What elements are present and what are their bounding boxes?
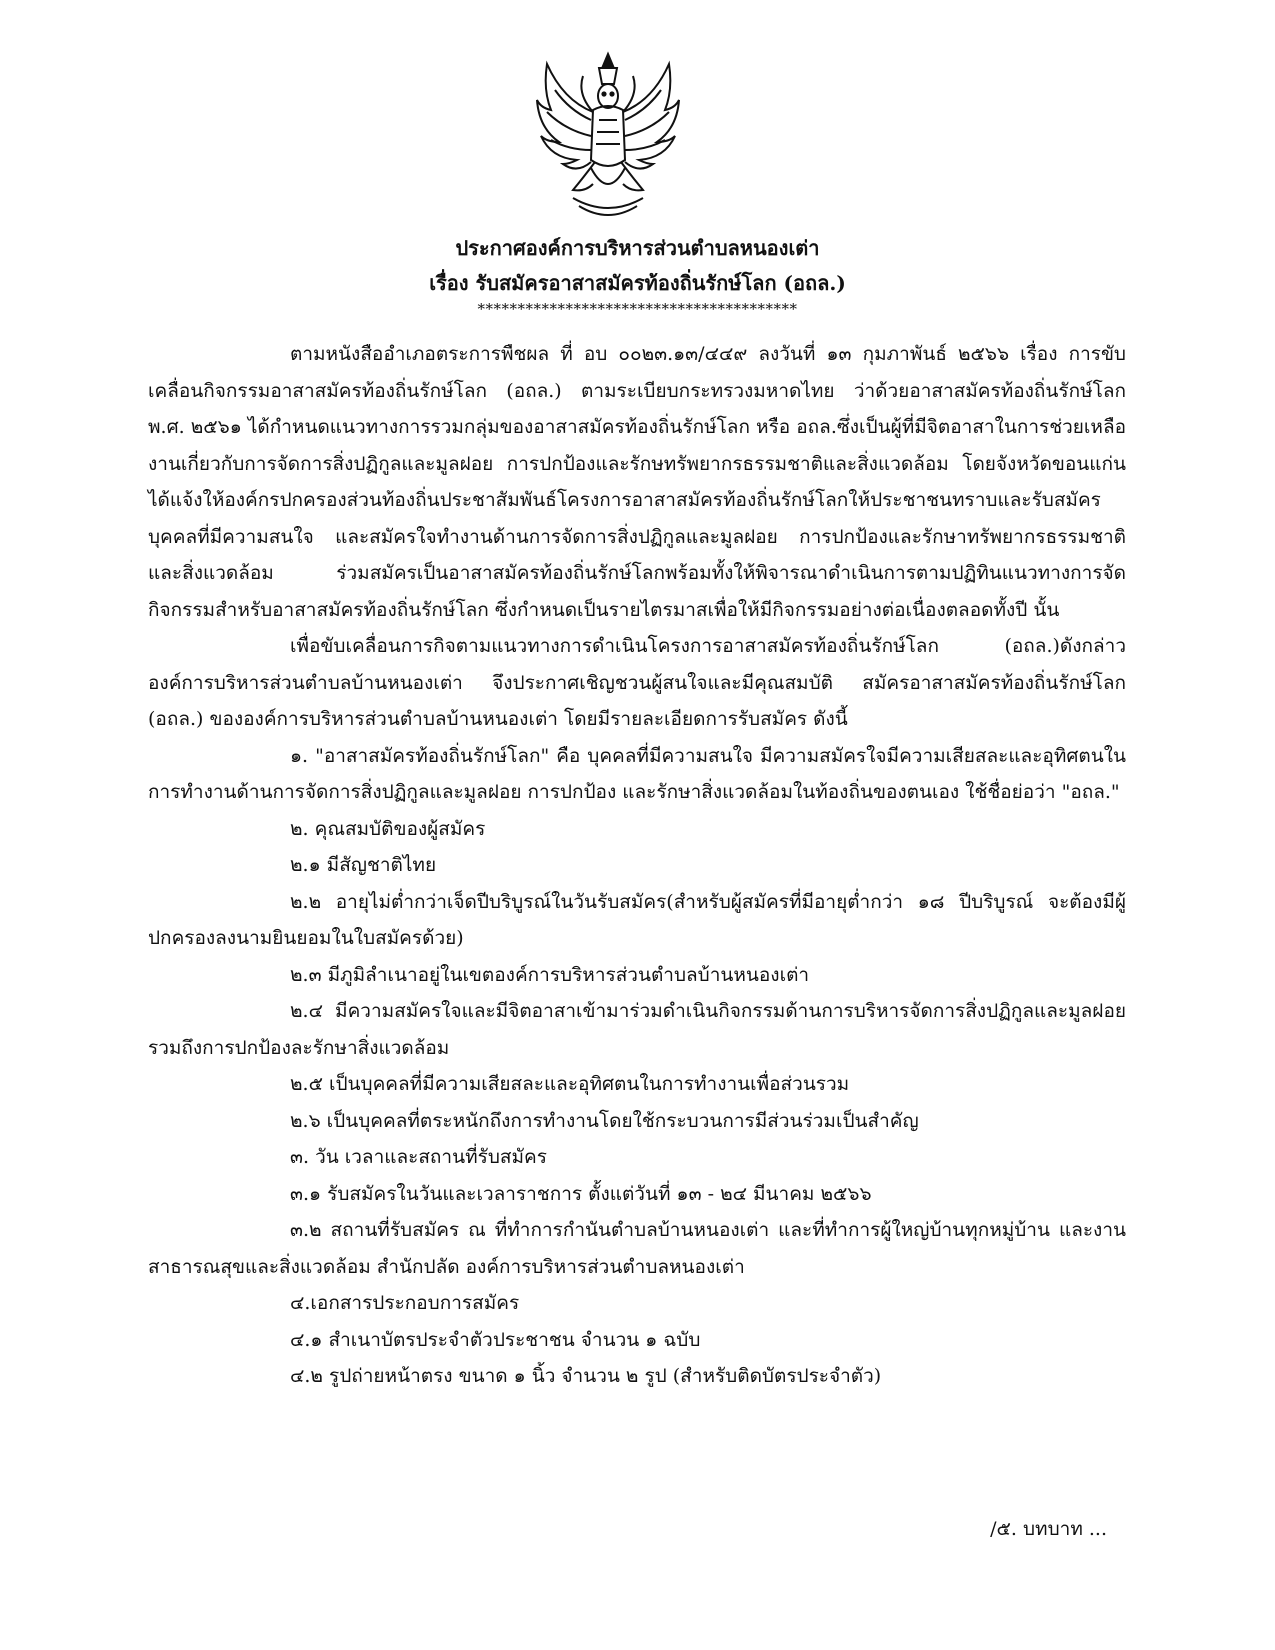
section-heading-schedule: ๓. วัน เวลาและสถานที่รับสมัคร bbox=[290, 1146, 547, 1168]
list-item: ๔.๑ สำเนาบัตรประจำตัวประชาชน จำนวน ๑ ฉบับ bbox=[290, 1328, 701, 1351]
list-item: ๓.๒ สถานที่รับสมัคร ณ ที่ทำการกำนันตำบลบ้านหนองเต่า และที่ทำการผู้ใหญ่บ้านทุกหมู่บ้าน และงานสาธารณสุขและสิ่งแวดล้อม สำนักปลัด องค์การบริหารส่วนตำบลหนองเต่า bbox=[148, 1219, 1126, 1278]
list-item: ๓.๑ รับสมัครในวันและเวลาราชการ ตั้งแต่วันที่ ๑๓ - ๒๔ มีนาคม ๒๕๖๖ bbox=[290, 1182, 872, 1205]
continuation-note: /๕. บทบาท ... bbox=[990, 1518, 1107, 1540]
document-body bbox=[148, 336, 1126, 1395]
paragraph-purpose: เพื่อขับเคลื่อนการกิจตามแนวทางการดำเนินโครงการอาสาสมัครท้องถิ่นรักษ์โลก (อถล.)ดังกล่าว องค์การบริหารส่วนตำบลบ้านหนองเต่า จึงประกาศเชิญชวนผู้สนใจและมีคุณสมบัติ สมัครอาสาสมัครท้องถิ่นรักษ์โลก (อถล.) ขององค์การบริหารส่วนตำบลบ้านหนองเต่า โดยมีรายละเอียดการรับสมัคร ดังนี้ bbox=[148, 635, 1126, 730]
paragraph-definition: ๑. "อาสาสมัครท้องถิ่นรักษ์โลก" คือ บุคคลที่มีความสนใจ มีความสมัครใจมีความเสียสละและอุทิศตนในการทำงานด้านการจัดการสิ่งปฏิกูลและมูลฝอย การปกป้อง และรักษาสิ่งแวดล้อมในท้องถิ่นของตนเอง ใช้ชื่อย่อว่า "อถล." bbox=[148, 744, 1126, 803]
list-item: ๒.๑ มีสัญชาติไทย bbox=[290, 854, 437, 876]
list-item: ๔.๒ รูปถ่ายหน้าตรง ขนาด ๑ นิ้ว จำนวน ๒ รูป (สำหรับติดบัตรประจำตัว) bbox=[290, 1365, 882, 1387]
garuda-emblem-icon bbox=[533, 50, 683, 225]
paragraph-intro: ตามหนังสืออำเภอตระการพืชผล ที่ อบ ๐๐๒๓.๑๓/๔๔๙ ลงวันที่ ๑๓ กุมภาพันธ์ ๒๕๖๖ เรื่อง การขับเคลื่อนกิจกรรมอาสาสมัครท้องถิ่นรักษ์โลก (อถล.) ตามระเบียบกระทรวงมหาดไทย ว่าด้วยอาสาสมัครท้องถิ่นรักษ์โลก พ.ศ. ๒๕๖๑ ได้กำหนดแนวทางการรวมกลุ่มของอาสาสมัครท้องถิ่นรักษ์โลก หรือ อถล.ซึ่งเป็นผู้ที่มีจิตอาสาในการช่วยเหลืองานเกี่ยวกับการจัดการสิ่งปฏิกูลและมูลฝอย การปกป้องและรักษทรัพยากรธรรมชาติและสิ่งแวดล้อม โดยจังหวัดขอนแก่น ได้แจ้งให้องค์กรปกครองส่วนท้องถิ่นประชาสัมพันธ์โครงการอาสาสมัครท้องถิ่นรักษ์โลกให้ประชาชนทราบและรับสมัครบุคคลที่มีความสนใจ และสมัครใจทำงานด้านการจัดการสิ่งปฏิกูลและมูลฝอย การปกป้องและรักษาทรัพยากรธรรมชาติและสิ่งแวดล้อม ร่วมสมัครเป็นอาสาสมัครท้องถิ่นรักษ์โลกพร้อมทั้งให้พิจารณาดำเนินการตามปฏิทินแนวทางการจัดกิจกรรมสำหรับอาสาสมัครท้องถิ่นรักษ์โลก ซึ่งกำหนดเป็นรายไตรมาสเพื่อให้มีกิจกรรมอย่างต่อเนื่องตลอดทั้งปี นั้น bbox=[148, 343, 1126, 621]
divider-line: **************************************** bbox=[477, 300, 798, 318]
document-title: ประกาศองค์การบริหารส่วนตำบลหนองเต่า bbox=[455, 236, 820, 260]
section-heading-documents: ๔.เอกสารประกอบการสมัคร bbox=[290, 1292, 520, 1314]
list-item: ๒.๖ เป็นบุคคลที่ตระหนักถึงการทำงานโดยใช้กระบวนการมีส่วนร่วมเป็นสำคัญ bbox=[290, 1109, 919, 1132]
list-item: ๒.๓ มีภูมิลำเนาอยู่ในเขตองค์การบริหารส่วนตำบลบ้านหนองเต่า bbox=[290, 963, 810, 986]
section-heading-qualifications: ๒. คุณสมบัติของผู้สมัคร bbox=[290, 817, 486, 840]
list-item: ๒.๒ อายุไม่ต่ำกว่าเจ็ดปีบริบูรณ์ในวันรับสมัคร(สำหรับผู้สมัครที่มีอายุต่ำกว่า ๑๘ ปีบริบูรณ์ จะต้องมีผู้ปกครองลงนามยินยอมในใบสมัครด้วย) bbox=[148, 890, 1126, 949]
document-subject: เรื่อง รับสมัครอาสาสมัครท้องถิ่นรักษ์โลก (อถล.) bbox=[429, 271, 846, 295]
list-item: ๒.๕ เป็นบุคคลที่มีความเสียสละและอุทิศตนในการทำงานเพื่อส่วนรวม bbox=[290, 1073, 850, 1095]
list-item: ๒.๔ มีความสมัครใจและมีจิตอาสาเข้ามาร่วมดำเนินกิจกรรมด้านการบริหารจัดการสิ่งปฏิกูลและมูลฝอย รวมถึงการปกป้องละรักษาสิ่งแวดล้อม bbox=[148, 1000, 1126, 1059]
